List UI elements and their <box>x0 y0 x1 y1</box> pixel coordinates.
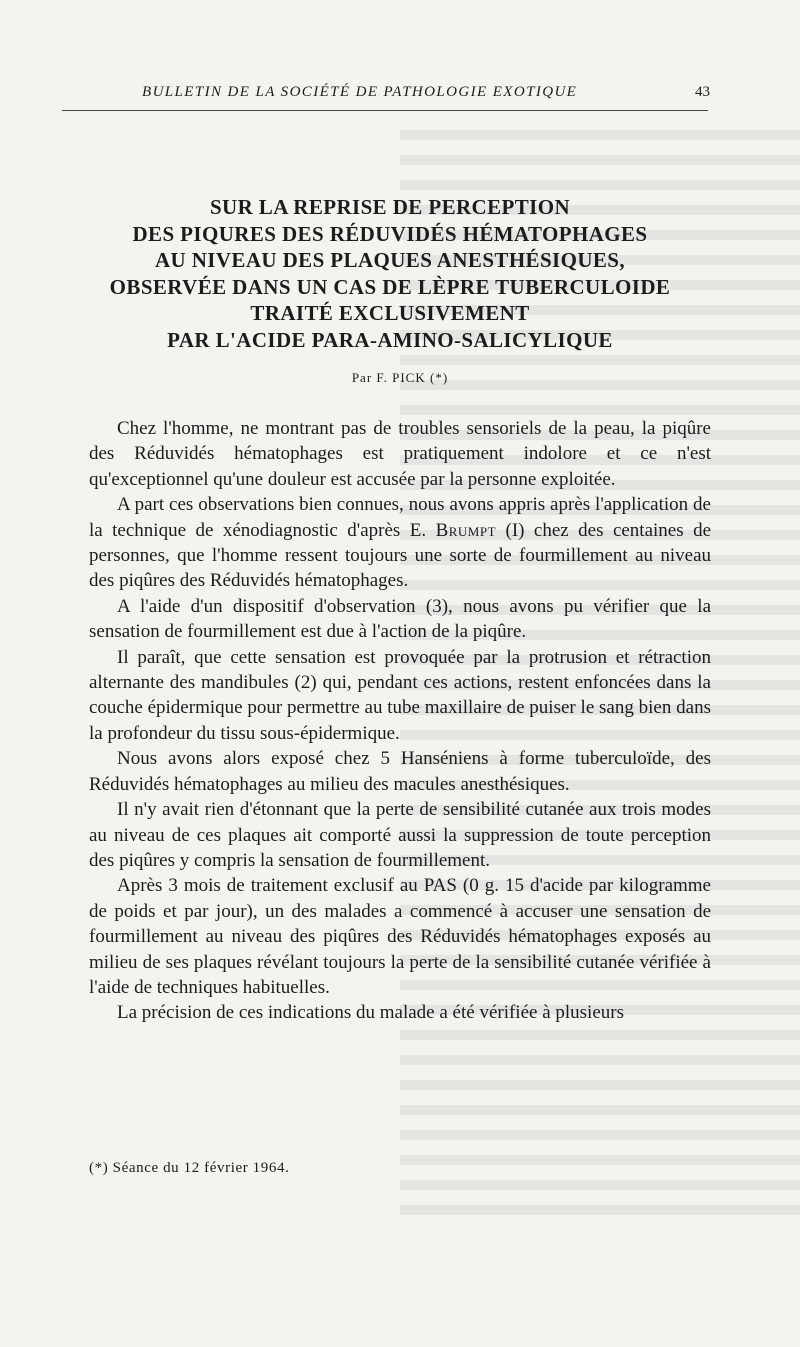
title-line: OBSERVÉE DANS UN CAS DE LÈPRE TUBERCULOIDE <box>109 274 671 299</box>
journal-title: BULLETIN DE LA SOCIÉTÉ DE PATHOLOGIE EXOTIQUE <box>142 84 578 100</box>
title-line: DES PIQURES DES RÉDUVIDÉS HÉMATOPHAGES <box>132 221 648 246</box>
byline-prefix: Par <box>351 370 373 385</box>
article-body <box>89 416 711 1026</box>
paragraph: A l'aide d'un dispositif d'observation (3), nous avons pu vérifier que la sensation de fourmillement est due à l'action de la piqûre. <box>89 595 711 643</box>
paragraph: Après 3 mois de traitement exclusif au PAS (0 g. 15 d'acide par kilogramme de poids et par jour), un des malades a commencé à accuser une sensation de fourmillement au niveau des piqûres des Réduvidés hématophages exposés au milieu de ses plaques révélant toujours la perte de la sensibilité cutanée vérifiée à l'aide de techniques habituelles. <box>89 875 711 998</box>
paragraph-text: (I) chez des centaines de personnes, que l'homme ressent toujours une sorte de fourmillement au niveau des piqûres des Réduvidés hématophages. <box>89 519 712 592</box>
title-line: TRAITÉ EXCLUSIVEMENT <box>250 301 530 325</box>
page-number: 43 <box>695 84 710 100</box>
paragraph: La précision de ces indications du malade a été vérifiée à plusieurs <box>117 1002 624 1024</box>
footnote-marker[interactable]: (*) <box>429 370 449 385</box>
running-header <box>62 82 708 111</box>
paragraph <box>89 492 711 594</box>
title-line: PAR L'ACIDE PARA-AMINO-SALICYLIQUE <box>167 327 613 352</box>
author-name: F. PICK <box>376 370 426 385</box>
paragraph: Chez l'homme, ne montrant pas de troubles sensoriels de la peau, la piqûre des Réduvidés hématophages est pratiquement indolore et ce n'est qu'exceptionnel qu'une douleur est accusée par la personne exploitée. <box>89 418 711 490</box>
article-title <box>40 194 740 353</box>
paragraph-text: A part ces observations bien connues, nous avons appris après l'application de la technique de xénodiagnostic d'après E. <box>89 494 711 541</box>
paragraph: Nous avons alors exposé chez 5 Hanséniens à forme tuberculoïde, des Réduvidés hématophages au milieu des macules anesthésiques. <box>89 748 711 795</box>
cited-author: Brumpt <box>435 519 497 541</box>
title-line: AU NIVEAU DES PLAQUES ANESTHÉSIQUES, <box>154 248 626 272</box>
byline <box>0 370 800 386</box>
paragraph: Il paraît, que cette sensation est provoquée par la protrusion et rétraction alternante des mandibules (2) qui, pendant ces actions, restent enfoncées dans la couche épidermique pour permettre au tube maxillaire de puiser le sang bien dans la profondeur du tissu sous-épidermique. <box>89 646 711 744</box>
title-line: SUR LA REPRISE DE PERCEPTION <box>209 195 571 219</box>
footnote: (*) Séance du 12 février 1964. <box>89 1160 290 1176</box>
paragraph: Il n'y avait rien d'étonnant que la perte de sensibilité cutanée aux trois modes au niveau de ces plaques ait comporté aussi la suppression de toute perception des piqûres y compris la sensation de fourmillement. <box>89 799 711 871</box>
